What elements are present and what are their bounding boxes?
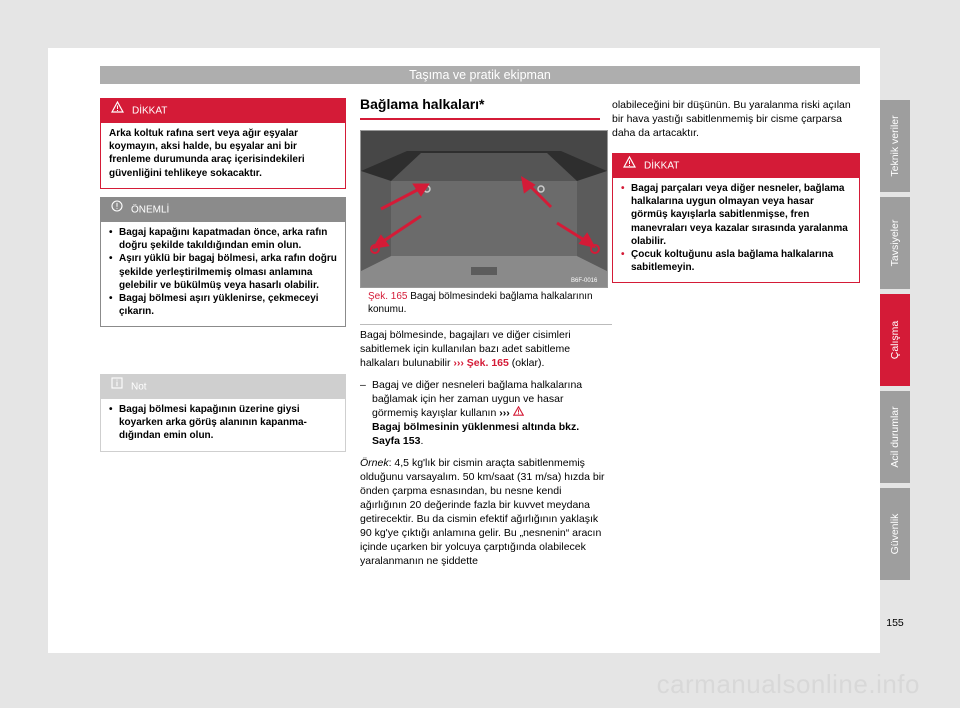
watermark: carmanualsonline.info <box>656 669 920 699</box>
tab-guvenlik[interactable]: Güvenlik <box>880 488 910 580</box>
notice-item: • Bagaj bölmesi aşırı yüklenirse, çekmeceyi çıkarın. <box>109 293 319 318</box>
list-item: – Bagaj ve diğer nesneleri bağlama halkalarına bağlamak için her zaman uygun ve hasar görmemiş kayışlar kullanın ››› Bagaj bölmesinin yüklenmesi altında bkz. Sayfa 153. <box>360 379 583 447</box>
figure-label: Şek. 165 <box>368 291 408 302</box>
body-column-3: olabileceğini bir düşünün. Bu yaralanma riski açılan bir hava yastığı sabitlenmemiş bir cisme çarparsa daha da artacaktır. <box>612 99 851 139</box>
notice-label: ÖNEMLİ <box>131 204 170 216</box>
danger2-item: • Bagaj parçaları veya diğer nesneler, bağlama halkalarına uygun olmayan veya hasar görmüş kayışlarla sabitlenmişse, fren manevraları veya kazalar sırasında yaralanma olabilir. <box>621 183 848 247</box>
tab-calisma[interactable]: Çalışma <box>880 294 910 386</box>
warning-triangle-icon <box>111 99 124 123</box>
note-box <box>100 374 346 452</box>
note-label: Not <box>131 381 147 393</box>
figure-caption-text: Bagaj bölmesindeki bağlama halkalarının konumu. <box>368 291 593 315</box>
page-number: 155 <box>886 617 904 629</box>
tab-tavsiyeler[interactable]: Tavsiyeler <box>880 197 910 289</box>
notice-box <box>100 197 346 327</box>
danger-box <box>100 98 346 189</box>
page-cross-reference[interactable]: Bagaj bölmesinin yüklenmesi altında bkz. Sayfa 153 <box>372 421 580 447</box>
figure-reference-link[interactable]: ››› Şek. 165 <box>453 357 509 369</box>
notice-item: • Aşırı yüklü bir bagaj bölmesi, arka rafın doğru şekilde yerleştirilmemiş olması anlamına gelebilir ve bükülmüş veya hasarlı olabilir. <box>109 253 337 291</box>
danger-text: Arka koltuk rafına sert veya ağır eşyalar koymayın, aksi halde, bu eşyalar ani bir frenleme durumunda araç içerisindekileri güvenliğini tehlikeye sokacaktır. <box>109 128 305 179</box>
danger2-label: DİKKAT <box>644 160 680 172</box>
danger-label: DİKKAT <box>132 105 168 117</box>
section-title: Bağlama halkaları* <box>360 96 600 120</box>
body-column-2: Bagaj bölmesinde, bagajları ve diğer cisimleri sabitlemek için kullanılan bazı adet sabitleme halkaları bulunabilir ››› Şek. 165 (oklar). – Bagaj ve diğer nesneleri bağlama halkalarına bağlamak için her zaman uygun ve hasar görmemiş kayışlar kullanın ››› Bagaj bölmesinin yüklenmesi altında bkz. Sayfa 153. Örnek: 4,5 kg'lık bir cismin araçta sabitlenmemiş olduğunu varsayalım. 50 km/saat (31 m/sa) hızda bir önden çarpma esnasından, bu nesne kendi ağırlığının 20 değerinde fazla bir kuvvet meydana getirecektir. Bu da cismin efektif ağırlığının yaklaşık 90 kg'ye çıktığı anlamına gelir. Bu „nesnenin“ aracın içinde uçarken bir yolcuya çarptığında olabilecek yaralanmanın ne şiddette <box>360 329 605 567</box>
danger2-item: • Çocuk koltuğunu asla bağlama halkalarına sabitlemeyin. <box>621 249 834 274</box>
trunk-figure <box>360 130 608 288</box>
note-icon <box>111 375 123 399</box>
warning-triangle-icon <box>513 407 524 419</box>
danger-box-2 <box>612 153 860 283</box>
page-header: Taşıma ve pratik ekipman <box>100 66 860 84</box>
tab-teknik-veriler[interactable]: Teknik veriler <box>880 100 910 192</box>
warning-triangle-icon <box>623 154 636 178</box>
figure-caption <box>360 288 612 325</box>
notice-item: • Bagaj kapağını kapatmadan önce, arka rafın doğru şekilde takıldığından emin olun. <box>109 227 328 252</box>
note-item: • Bagaj bölmesi kapağının üzerine giysi koyarken arka görüş alanının kapanmadığından emin olun. <box>109 404 307 442</box>
figure-code: B6F-0016 <box>571 278 598 284</box>
info-circle-icon <box>111 198 123 222</box>
tab-acil-durumlar[interactable]: Acil durumlar <box>880 391 910 483</box>
